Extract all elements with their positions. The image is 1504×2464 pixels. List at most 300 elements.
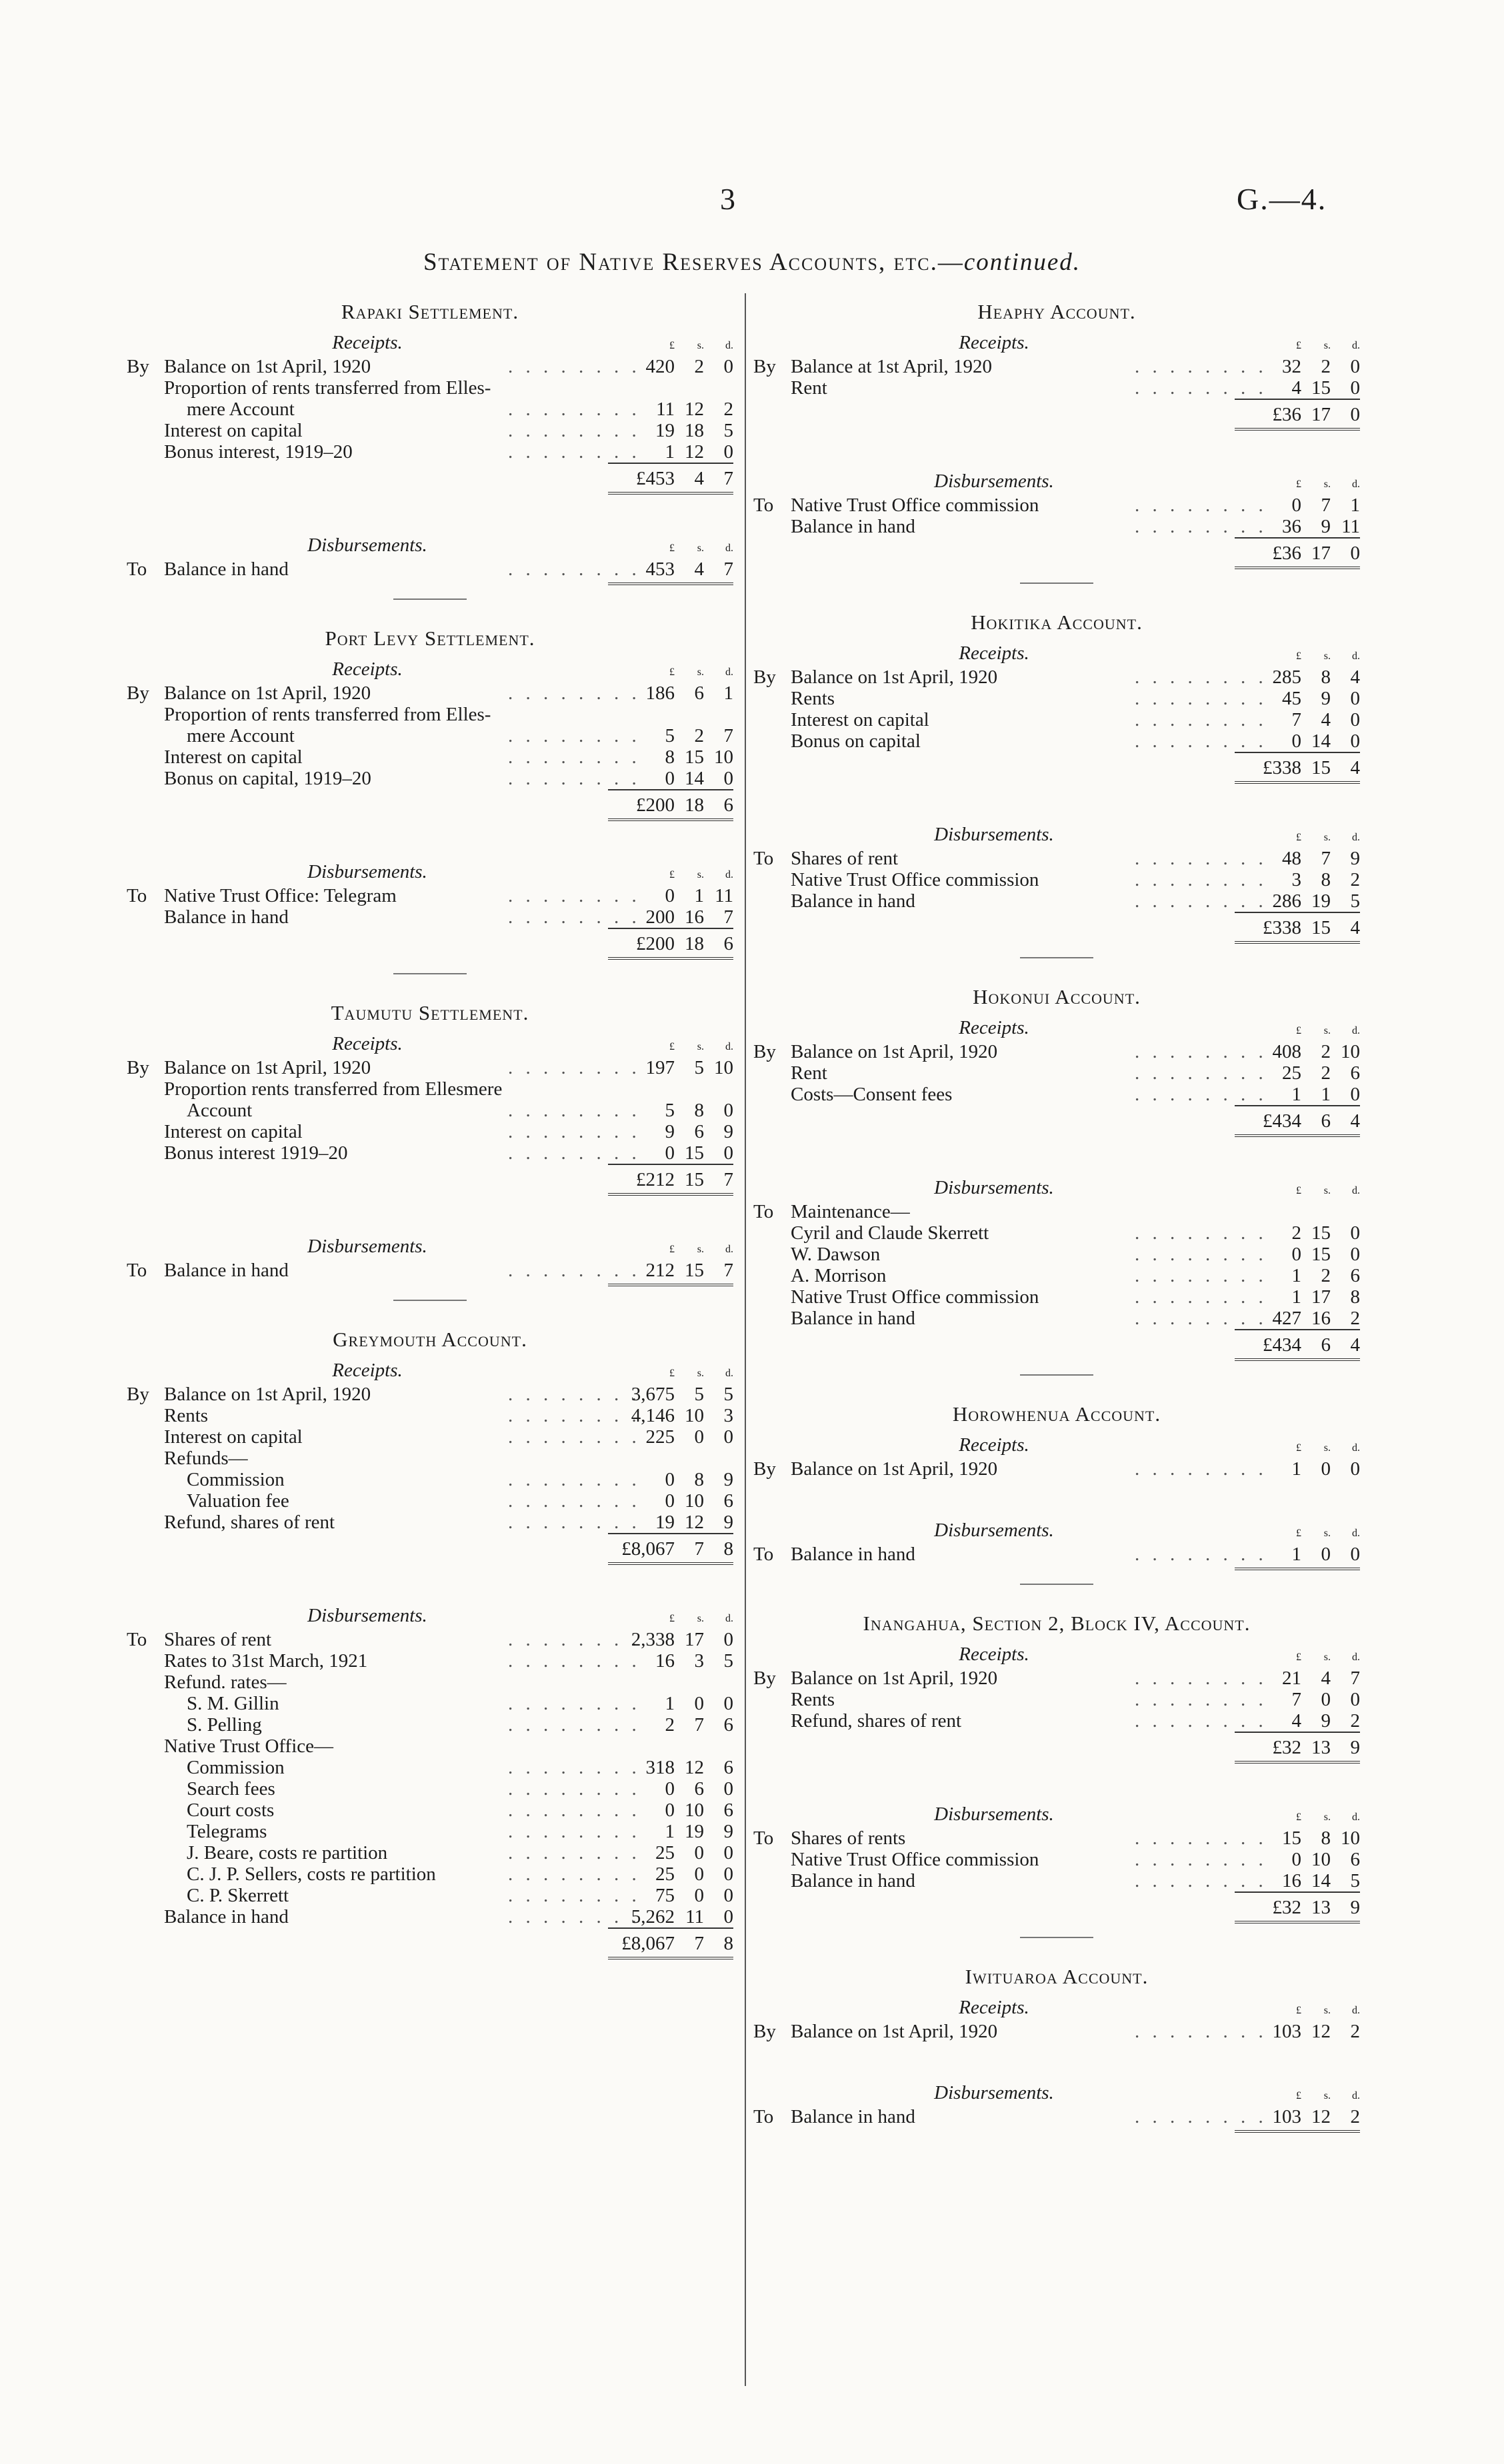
shillings-header: s. <box>697 869 704 880</box>
row-amount <box>1235 890 1360 912</box>
row-amount-shillings: 0 <box>694 1885 704 1906</box>
section-gap <box>127 821 733 861</box>
ledger-row <box>753 1710 1360 1732</box>
row-amount-pounds: 25 <box>1282 1062 1301 1084</box>
receipts-total-amount <box>1235 752 1360 784</box>
page-title <box>0 248 1504 277</box>
pence-header: d. <box>1352 1652 1360 1663</box>
disbursements-total-amount-pence: 4 <box>1350 917 1360 938</box>
row-description: Balance on 1st April, 1920 <box>164 1057 371 1078</box>
disbursements-total-amount <box>608 1927 733 1959</box>
row-amount-pounds: 285 <box>1272 666 1301 688</box>
ledger-row <box>127 1693 733 1714</box>
row-amount <box>608 1800 733 1821</box>
receipts-total-amount-shillings: 15 <box>685 1169 704 1190</box>
row-amount <box>1235 495 1360 516</box>
row-amount-pounds: 45 <box>1282 688 1301 709</box>
row-description: Balance on 1st April, 1920 <box>791 1668 998 1689</box>
row-amount-shillings: 8 <box>1321 869 1331 890</box>
row-amount-shillings: 10 <box>685 1800 704 1821</box>
receipts-total-amount-shillings: 17 <box>1311 404 1331 425</box>
row-amount-shillings: 15 <box>685 1260 704 1281</box>
row-description: Commission <box>187 1469 285 1490</box>
row-amount-shillings: 10 <box>1311 1849 1331 1870</box>
ledger-row <box>753 1870 1360 1891</box>
ledger-row <box>127 1384 733 1405</box>
receipts-header-currency <box>1235 1442 1360 1454</box>
pence-header: d. <box>1352 340 1360 351</box>
leader-dots: . . . . . . . . <box>508 1469 641 1490</box>
row-description: Bonus interest 1919–20 <box>164 1142 348 1164</box>
account-hokonui-account <box>753 985 1360 1376</box>
row-amount <box>608 356 733 377</box>
ledger-row <box>127 1821 733 1842</box>
disbursements-header-label: Disbursements. <box>934 1520 1054 1541</box>
disbursements-total-amount-shillings: 18 <box>685 933 704 954</box>
row-amount-pence: 0 <box>1350 1544 1360 1565</box>
column-divider <box>745 293 746 2386</box>
ledger-row <box>753 666 1360 688</box>
pence-header: d. <box>725 1613 733 1624</box>
row-amount <box>608 906 733 928</box>
leader-dots: . . . . . . . . <box>508 1650 641 1672</box>
leader-dots: . . . . . . . . <box>508 1778 641 1800</box>
row-amount <box>608 1121 733 1142</box>
row-amount-pence: 1 <box>723 682 733 704</box>
row-amount-pence: 9 <box>723 1512 733 1533</box>
leader-dots: . . . . . . . . <box>1135 890 1267 912</box>
row-amount <box>1235 1286 1360 1308</box>
row-prefix: By <box>753 666 776 688</box>
ledger-row <box>753 516 1360 537</box>
row-amount-shillings: 4 <box>1321 1668 1331 1689</box>
row-amount <box>608 441 733 463</box>
ledger-row <box>753 890 1360 912</box>
disbursements-total-amount-shillings: 6 <box>1321 1334 1331 1356</box>
row-amount <box>608 1512 733 1533</box>
ledger-row <box>753 1265 1360 1286</box>
leader-dots: . . . . . . . . <box>1135 869 1267 890</box>
shillings-header: s. <box>1323 1812 1331 1823</box>
ledger-row <box>753 1689 1360 1710</box>
row-amount-shillings: 4 <box>694 559 704 580</box>
row-amount-pounds: 9 <box>665 1121 675 1142</box>
disbursements-total-amount-shillings: 15 <box>1311 917 1331 938</box>
receipts-total <box>753 1105 1360 1137</box>
row-prefix: To <box>753 495 774 516</box>
ledger-row <box>753 1222 1360 1244</box>
disbursements-header <box>753 1520 1360 1544</box>
disbursements-header-label: Disbursements. <box>934 2082 1054 2103</box>
row-prefix: By <box>127 1384 149 1405</box>
pence-header: d. <box>1352 479 1360 490</box>
row-amount-shillings: 14 <box>1311 730 1331 752</box>
ledger-row <box>753 1286 1360 1308</box>
row-amount-pence: 0 <box>723 1863 733 1885</box>
row-amount-pounds: 212 <box>645 1260 675 1281</box>
row-amount-pounds: 15 <box>1282 1828 1301 1849</box>
receipts-header-label: Receipts. <box>959 642 1029 664</box>
pence-header: d. <box>1352 832 1360 843</box>
pounds-header: £ <box>669 1613 675 1624</box>
receipts-header-label: Receipts. <box>959 1644 1029 1665</box>
receipts-header-label: Receipts. <box>959 332 1029 353</box>
disbursements-header-label: Disbursements. <box>307 535 427 556</box>
receipts-total-amount-pence: 4 <box>1350 757 1360 778</box>
shillings-header: s. <box>1323 1185 1331 1196</box>
account-title: Horowhenua Account. <box>952 1402 1161 1426</box>
ledger-row <box>127 1100 733 1121</box>
row-description: Bonus interest, 1919–20 <box>164 441 353 463</box>
ledger-row <box>127 420 733 441</box>
ledger-row <box>127 1906 733 1927</box>
pounds-header: £ <box>669 543 675 554</box>
leader-dots: . . . . . . . . <box>508 1512 641 1533</box>
ledger-row <box>127 1800 733 1821</box>
row-amount-pounds: 5 <box>665 1100 675 1121</box>
receipts-total-amount-shillings: 4 <box>694 468 704 489</box>
leader-dots: . . . . . . . . <box>1135 516 1267 537</box>
leader-dots: . . . . . . . . <box>1135 1710 1267 1732</box>
row-amount-shillings: 8 <box>1321 1828 1331 1849</box>
row-amount-shillings: 7 <box>1321 848 1331 869</box>
pounds-header: £ <box>669 1041 675 1052</box>
leader-dots: . . . . . . . . <box>1135 1222 1267 1244</box>
row-amount-shillings: 9 <box>1321 1710 1331 1732</box>
row-amount-pounds: 5 <box>665 725 675 746</box>
row-amount <box>608 399 733 420</box>
row-description: Balance on 1st April, 1920 <box>164 356 371 377</box>
receipts-total-amount-shillings: 7 <box>694 1538 704 1560</box>
disbursements-header <box>753 2082 1360 2106</box>
pounds-header: £ <box>669 869 675 880</box>
row-description: Interest on capital <box>164 746 303 768</box>
disbursements-total-amount <box>1235 537 1360 569</box>
disbursements-header <box>753 1804 1360 1828</box>
row-amount-shillings: 17 <box>1311 1286 1331 1308</box>
row-amount-shillings: 0 <box>694 1693 704 1714</box>
ledger-row <box>127 746 733 768</box>
row-amount-shillings: 2 <box>1321 1041 1331 1062</box>
disbursements-total-amount-shillings: 7 <box>694 1933 704 1954</box>
account-title: Rapaki Settlement. <box>341 300 519 323</box>
row-amount-shillings: 2 <box>694 725 704 746</box>
shillings-header: s. <box>697 1244 704 1255</box>
row-description: Balance on 1st April, 1920 <box>791 2021 998 2042</box>
receipts-header <box>753 642 1360 666</box>
receipts-total-amount-pence: 0 <box>1350 404 1360 425</box>
receipts-total <box>127 1164 733 1196</box>
disbursements-total-amount-pounds: £434 <box>1263 1334 1301 1356</box>
row-amount-shillings: 2 <box>1321 1265 1331 1286</box>
disbursements-header <box>127 535 733 559</box>
row-amount <box>608 1842 733 1863</box>
row-amount <box>608 1714 733 1736</box>
row-amount-shillings: 5 <box>694 1057 704 1078</box>
shillings-header: s. <box>1323 340 1331 351</box>
receipts-total-amount <box>1235 1105 1360 1137</box>
receipts-total-amount-pence: 9 <box>1350 1737 1360 1758</box>
row-amount-shillings: 2 <box>1321 1062 1331 1084</box>
row-description: Account <box>187 1100 253 1121</box>
row-amount-pounds: 75 <box>655 1885 675 1906</box>
row-amount-shillings: 0 <box>1321 1689 1331 1710</box>
receipts-header-label: Receipts. <box>959 1017 1029 1038</box>
row-amount-pounds: 0 <box>1291 495 1301 516</box>
account-separator <box>1020 1937 1093 1938</box>
pence-header: d. <box>725 340 733 351</box>
leader-dots: . . . . . . . . <box>1135 1849 1267 1870</box>
row-amount <box>1235 1710 1360 1732</box>
row-amount-shillings: 12 <box>685 1757 704 1778</box>
row-amount <box>1235 377 1360 399</box>
row-amount-shillings: 0 <box>694 1863 704 1885</box>
row-amount-pence: 0 <box>723 1426 733 1448</box>
row-amount-shillings: 1 <box>694 885 704 906</box>
account-separator <box>393 973 467 974</box>
receipts-total-amount-pounds: £36 <box>1272 404 1301 425</box>
pence-header: d. <box>1352 1185 1360 1196</box>
row-amount-pence: 11 <box>1341 516 1360 537</box>
ledger-row <box>127 1885 733 1906</box>
row-amount-pence: 6 <box>723 1714 733 1736</box>
row-description: Search fees <box>187 1778 275 1800</box>
ledger-row <box>753 1544 1360 1565</box>
row-amount-pence: 2 <box>1350 2106 1360 2127</box>
disbursements-header-currency <box>1235 1812 1360 1824</box>
row-amount-pence: 7 <box>723 559 733 580</box>
row-amount-pounds: 0 <box>665 1490 675 1512</box>
row-amount-pence: 0 <box>1350 730 1360 752</box>
receipts-header-currency <box>1235 340 1360 352</box>
receipts-total-amount-pounds: £434 <box>1263 1110 1301 1132</box>
leader-dots: . . . . . . . . <box>508 768 641 789</box>
row-amount-shillings: 14 <box>1311 1870 1331 1891</box>
row-amount <box>1235 869 1360 890</box>
disbursements-header-label: Disbursements. <box>934 1804 1054 1825</box>
row-amount <box>608 1469 733 1490</box>
row-amount-pence: 0 <box>1350 356 1360 377</box>
leader-dots: . . . . . . . . <box>508 885 641 906</box>
row-amount-pence: 9 <box>723 1121 733 1142</box>
row-amount <box>608 1821 733 1842</box>
disbursements-header <box>753 824 1360 848</box>
row-amount <box>608 1405 733 1426</box>
pounds-header: £ <box>1296 340 1301 351</box>
row-prefix: By <box>753 356 776 377</box>
receipts-total <box>753 752 1360 784</box>
row-amount-pence: 4 <box>1350 666 1360 688</box>
row-amount-pence: 0 <box>1350 1458 1360 1480</box>
leader-dots: . . . . . . . . <box>1135 688 1267 709</box>
account-title: Hokonui Account. <box>973 985 1141 1008</box>
row-prefix: By <box>753 1668 776 1689</box>
row-description: Balance in hand <box>164 1260 289 1281</box>
ledger-row <box>127 1672 733 1693</box>
row-amount-pounds: 318 <box>645 1757 675 1778</box>
account-rapaki-settlement <box>127 300 733 600</box>
row-amount <box>608 1863 733 1885</box>
row-prefix: To <box>753 1828 774 1849</box>
row-amount-shillings: 14 <box>685 768 704 789</box>
row-description: Rents <box>791 1689 835 1710</box>
receipts-total-amount-shillings: 13 <box>1311 1737 1331 1758</box>
row-amount-pounds: 408 <box>1272 1041 1301 1062</box>
receipts-header <box>127 1360 733 1384</box>
account-title: Port Levy Settlement. <box>325 626 535 650</box>
row-description: Telegrams <box>187 1821 267 1842</box>
row-amount-shillings: 5 <box>694 1384 704 1405</box>
row-amount-pence: 6 <box>723 1757 733 1778</box>
row-amount-shillings: 12 <box>685 441 704 463</box>
disbursements-header-currency <box>1235 1185 1360 1197</box>
row-amount-pounds: 103 <box>1272 2106 1301 2127</box>
receipts-total-amount <box>1235 399 1360 431</box>
disbursements-total-amount <box>1235 1891 1360 1923</box>
row-amount-pence: 5 <box>1350 890 1360 912</box>
row-amount-pence: 10 <box>714 746 733 768</box>
disbursements-header-currency <box>608 1613 733 1625</box>
row-amount <box>608 1142 733 1164</box>
disbursements-header <box>127 1605 733 1629</box>
row-amount <box>1235 1668 1360 1689</box>
row-amount <box>1235 1084 1360 1105</box>
row-amount <box>608 1778 733 1800</box>
row-prefix: To <box>753 2106 774 2127</box>
row-amount-pence: 6 <box>1350 1265 1360 1286</box>
row-description: Refund, shares of rent <box>164 1512 335 1533</box>
row-description: Balance in hand <box>164 1906 289 1927</box>
row-amount-pence: 0 <box>723 441 733 463</box>
row-amount <box>1235 848 1360 869</box>
row-amount <box>1235 1870 1360 1891</box>
ledger-row <box>127 1650 733 1672</box>
receipts-header <box>753 1644 1360 1668</box>
disbursements-total-amount-shillings: 17 <box>1311 543 1331 564</box>
disbursements-header-label: Disbursements. <box>934 824 1054 845</box>
disbursements-header-label: Disbursements. <box>307 861 427 882</box>
account-inangahua-section-2-block-iv-account <box>753 1612 1360 1938</box>
row-amount-shillings: 12 <box>685 1512 704 1533</box>
row-amount-pounds: 0 <box>1291 730 1301 752</box>
row-amount-pence: 8 <box>1350 1286 1360 1308</box>
row-amount <box>1235 1222 1360 1244</box>
row-amount-pence: 2 <box>1350 1308 1360 1329</box>
ledger-row <box>127 1757 733 1778</box>
row-amount-pence: 3 <box>723 1405 733 1426</box>
receipts-header-currency <box>608 340 733 352</box>
row-amount <box>1235 1458 1360 1480</box>
receipts-header-currency <box>1235 1025 1360 1037</box>
receipts-header <box>753 332 1360 356</box>
row-description: Proportion of rents transferred from Elles- <box>164 704 491 725</box>
ledger-row <box>127 1863 733 1885</box>
closing-rule <box>127 1281 733 1286</box>
section-gap <box>753 784 1360 824</box>
row-amount-shillings: 8 <box>694 1469 704 1490</box>
ledger-row <box>127 1490 733 1512</box>
row-amount-pounds: 5,262 <box>631 1906 675 1927</box>
row-description: Interest on capital <box>164 1121 303 1142</box>
leader-dots: . . . . . . . . <box>1135 1828 1267 1849</box>
pence-header: d. <box>725 1368 733 1379</box>
disbursements-header-currency <box>1235 1528 1360 1540</box>
row-description: J. Beare, costs re partition <box>187 1842 388 1863</box>
row-description: Rent <box>791 377 827 399</box>
row-description: W. Dawson <box>791 1244 881 1265</box>
row-amount-shillings: 6 <box>694 682 704 704</box>
receipts-header-currency <box>1235 2005 1360 2017</box>
row-amount-shillings: 8 <box>694 1100 704 1121</box>
row-amount-shillings: 7 <box>694 1714 704 1736</box>
row-amount-shillings: 12 <box>685 399 704 420</box>
disbursements-total-amount <box>1235 1329 1360 1361</box>
row-amount-pence: 5 <box>723 1650 733 1672</box>
row-amount-pence: 0 <box>723 1906 733 1927</box>
row-description: Balance on 1st April, 1920 <box>791 1458 998 1480</box>
ledger-row <box>753 1062 1360 1084</box>
receipts-total-amount-pence: 8 <box>723 1538 733 1560</box>
row-amount <box>1235 1689 1360 1710</box>
leader-dots: . . . . . . . . <box>1135 1084 1267 1105</box>
closing-rule <box>127 580 733 585</box>
row-description: Balance in hand <box>164 906 289 928</box>
receipts-total-amount <box>1235 1732 1360 1764</box>
row-amount <box>608 1693 733 1714</box>
row-description: Rents <box>164 1405 209 1426</box>
section-gap <box>753 1764 1360 1804</box>
row-amount-pence: 5 <box>1350 1870 1360 1891</box>
row-amount-pence: 0 <box>723 1693 733 1714</box>
row-amount-pounds: 3,675 <box>631 1384 675 1405</box>
row-description: Refunds— <box>164 1448 248 1469</box>
section-gap <box>127 1196 733 1236</box>
pence-header: d. <box>725 869 733 880</box>
row-amount-pounds: 19 <box>655 420 675 441</box>
leader-dots: . . . . . . . . <box>1135 2106 1267 2127</box>
receipts-header-label: Receipts. <box>332 1360 403 1381</box>
account-separator <box>1020 1374 1093 1376</box>
row-amount-shillings: 3 <box>694 1650 704 1672</box>
disbursements-header-label: Disbursements. <box>307 1605 427 1626</box>
ledger-row <box>753 1244 1360 1265</box>
row-amount-pounds: 4 <box>1291 377 1301 399</box>
pence-header: d. <box>1352 1025 1360 1036</box>
ledger-row <box>127 1629 733 1650</box>
row-description: Interest on capital <box>164 420 303 441</box>
ledger-row <box>127 1714 733 1736</box>
row-amount-pence: 9 <box>1350 848 1360 869</box>
leader-dots: . . . . . . . . <box>1135 495 1267 516</box>
row-description: C. P. Skerrett <box>187 1885 289 1906</box>
row-description: Balance on 1st April, 1920 <box>164 682 371 704</box>
row-amount-pence: 0 <box>1350 709 1360 730</box>
account-title: Taumutu Settlement. <box>331 1001 529 1024</box>
disbursements-total <box>127 1927 733 1959</box>
pence-header: d. <box>725 1041 733 1052</box>
leader-dots: . . . . . . . . <box>508 441 641 463</box>
ledger-row <box>127 906 733 928</box>
row-amount-shillings: 0 <box>694 1426 704 1448</box>
row-amount-shillings: 16 <box>1311 1308 1331 1329</box>
leader-dots: . . . . . . . . <box>1135 666 1267 688</box>
row-amount <box>608 1906 733 1927</box>
account-title: Inangahua, Section 2, Block IV, Account. <box>863 1612 1251 1635</box>
pounds-header: £ <box>1296 650 1301 662</box>
disbursements-header <box>127 861 733 885</box>
pounds-header: £ <box>1296 1442 1301 1454</box>
receipts-header-label: Receipts. <box>332 658 403 680</box>
